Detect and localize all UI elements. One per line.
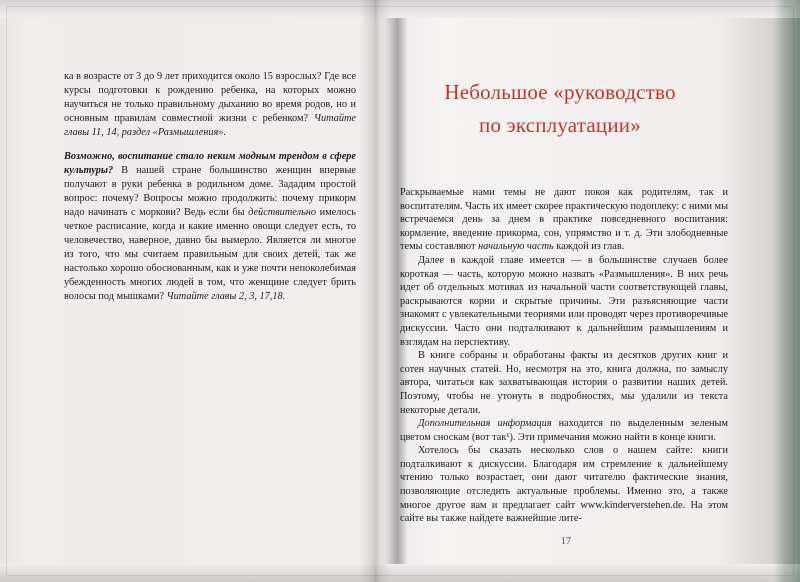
right-paragraph-2: Далее в каждой главе имеется — в большинстве случаев более короткая — часть, которую можно назвать «Размышления». В них речь идет об отдельных мотивах из начальной части соответствующей главы, раскрываются корни и скрытые причины. Эти разъясняющие части знакомят с увлекательными теориями или проводят через противоречивые дискуссии. Часто они подталкивают к дальнейшим размышлениям и взглядам на перспективу. (400, 254, 728, 348)
left-p2-text-1: В нашей стране большинство женщин впервые получают в руки ребенка в родильном доме. Зададим простой вопрос: почему? Вопросы можно продолжить: почему прикорм надо начинать с моркови? Ведь если бы (64, 165, 356, 218)
right-paragraph-3: В книге собраны и обработаны факты из десятков других книг и сотен научных статей. Но, несмотря на это, книга должна, по замыслу автора, читаться как захватывающая история о развитии наших детей. Поэтому, чтобы не утонуть в подробностях, мы удалили из текста некоторые детали. (400, 350, 728, 416)
right-p4-text: находится по выделенным зеленым цветом сноскам (вот так¹). Эти примечания можно найти в конце книги. (400, 418, 728, 443)
left-p1-text: ка в возрасте от 3 до 9 лет приходится около 15 взрослых? Где все курсы подготовки к рождению ребенка, на которых можно научиться не только правильному дыханию во время родов, но и основным правилам совместной жизни с ребенком? (64, 71, 356, 124)
left-paragraph-2 (64, 150, 356, 304)
chapter-title-line-2: по эксплуатации» (479, 113, 641, 137)
left-p2-text-2: имелось четкое расписание, когда и какие именно овощи следует есть, то человечество, наверное, давно бы вымерло. Является ли многое из того, что мы считаем правильным для своих детей, так же настолько хорошо обоснованным, как и уже почти непоколебимая убежденность многих людей в том, что женщине следует брить волосы под мышками? (64, 207, 356, 302)
right-p4-italic: Дополнительная информация (418, 418, 552, 430)
left-page-text (64, 70, 356, 314)
left-p2-reference: Читайте главы 2, 3, 17,18. (166, 291, 286, 302)
left-p2-lead: Возможно, воспитание стало неким модным трендом в сфере культуры? (64, 151, 356, 176)
left-p1-reference: Читайте главы 11, 14, раздел «Размышления». (64, 113, 356, 138)
page-number: 17 (561, 536, 571, 547)
right-p1-text-a: Раскрываемые нами темы не дают покоя как родителям, так и воспитателям. Часть их имеет скорее практическую подоплеку: с ними мы встречаемся день за днем в практике повседневного воспитания: кормление, введение прикорма, сон, упрямство и т. д. Эти злободневные темы составляют (400, 187, 728, 253)
right-paragraph-5: Хотелось бы сказать несколько слов о нашем сайте: книги подталкивают к дискуссии. Благодаря им стремление к дальнейшему чтению только возрастает, они дают читателю фактические знания, позволяющие отследить актуальные проблемы. Именно это, а также многое другое вам и предлагает сайт www.kinderverstehen.de. На этом сайте вы также найдете важнейшие лите- (400, 445, 728, 525)
right-page-text (400, 186, 728, 526)
right-paragraph-4 (400, 417, 728, 444)
right-p1-text-b: каждой из глав. (553, 241, 625, 253)
left-p2-italic-word: действительно (248, 207, 317, 218)
chapter-title-line-1: Небольшое «руководство (444, 80, 676, 104)
right-p1-italic: начальную часть (478, 241, 554, 253)
chapter-title (410, 76, 710, 142)
right-paragraph-1 (400, 186, 728, 254)
left-paragraph-1 (64, 70, 356, 140)
